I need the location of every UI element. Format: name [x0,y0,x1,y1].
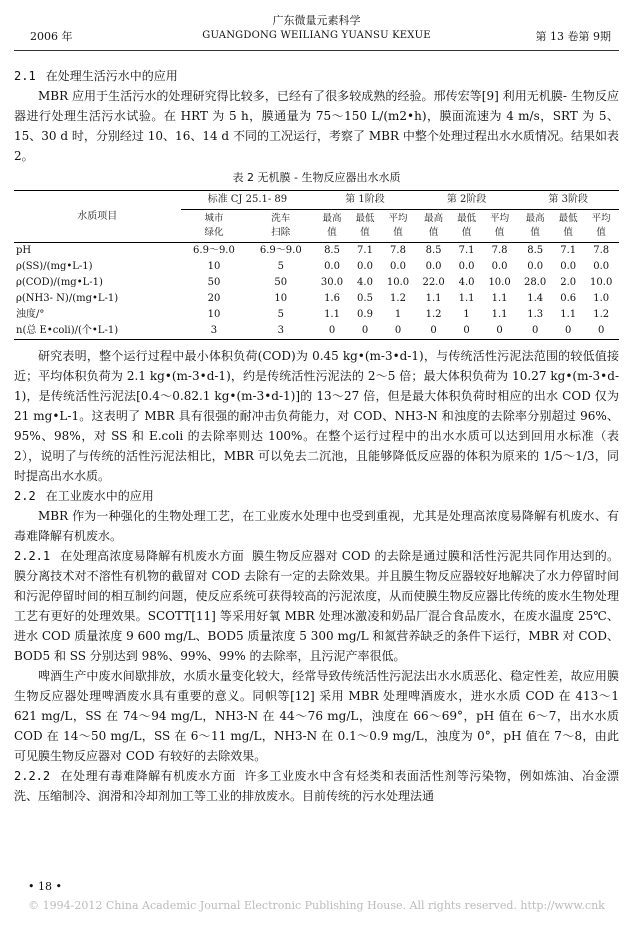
table-row [14,291,619,307]
table-cell: 5 [277,261,284,272]
table-cell: 0.0 [560,261,577,272]
table-cell: 30.0 [320,277,344,288]
col-subheader: 洗车 扫除 [247,210,314,243]
table-cell: 0 [583,323,619,340]
table-cell: 4.0 [357,277,373,288]
table-cell: 10.0 [590,277,613,288]
row-label: pH [16,245,32,256]
table-cell: 10.0 [488,277,511,288]
row-label: 浊度/° [16,309,45,320]
copyright-watermark: © 1994-2012 China Academic Journal Electronic Publishing House. All rights reserved. http://www.cnk [28,899,605,912]
col-subheader: 最高 值 [314,210,350,243]
paragraph: MBR 应用于生活污水的处理研究得比较多，已经有了很多较成熟的经验。邢传宏等[9] 利用无机膜- 生物反应器进行处理生活污水试验。在 HRT 为 5 h，膜通量为 75～150 L/(m2•h)，膜面流速为 4 m/s，SRT 为 5、15、30 d 时，分别经过 10、16、14 d 不同的工况运行，考察了 MBR 中整个处理过程出水水质情况。结果如表 2。 [14,89,620,163]
subsection-heading: 2.2.1 在处理高浓度易降解有机废水方面 [14,549,244,563]
table-cell: 0 [416,323,452,340]
table-cell: 6.9～9.0 [259,245,302,256]
table-cell: 1 [394,309,402,320]
section-heading-2-1: 2.1 在处理生活污水中的应用 [14,69,178,83]
table-cell: 5 [277,309,284,320]
table-cell: 50 [207,277,221,288]
table-row [14,307,619,323]
table-cell: 1.1 [560,309,577,320]
col-header-phase3: 第 3阶段 [517,191,619,210]
table-cell: 6.9～9.0 [193,245,235,256]
col-header-item: 水质项目 [14,191,181,243]
table-cell: 10.0 [386,277,410,288]
col-subheader: 最高 值 [416,210,452,243]
header-journal-en: GUANGDONG WEILIANG YUANSU KEXUE [202,30,431,41]
table-cell: 0.0 [491,261,508,272]
table-row [14,323,619,340]
table-cell: 8.5 [324,245,340,256]
subsection-2-2-1 [14,546,619,666]
table-cell: 0 [451,323,481,340]
table-row [14,275,619,291]
table-cell: 0 [350,323,380,340]
running-header [0,6,633,46]
table-row [14,243,619,260]
table-cell: 3 [247,323,314,340]
table-cell: 7.1 [458,245,475,256]
table-cell: 1.2 [593,309,610,320]
table-cell: 7.8 [390,245,406,256]
table-cell: 0.0 [390,261,406,272]
table-cell: 0.6 [560,293,577,304]
table-cell: 0.0 [527,261,544,272]
col-subheader: 平均 值 [482,210,518,243]
col-header-standard: 标准 CJ 25.1- 89 [181,191,315,210]
table-cell: 1.1 [491,293,508,304]
header-journal-cn: 广东微量元素科学 [272,14,361,27]
table-cell: 50 [274,277,288,288]
header-volume: 第 13 卷第 9期 [535,30,611,43]
row-label: ρ(NH3- N)/(mg•L-1) [16,293,119,304]
table-cell: 1.2 [425,309,442,320]
subsection-2-2-2 [14,766,619,806]
table-row [14,259,619,275]
water-quality-table [14,190,619,340]
col-subheader: 平均 值 [380,210,416,243]
col-header-phase2: 第 2阶段 [416,191,518,210]
header-rule [14,50,619,51]
row-label: ρ(SS)/(mg•L-1) [16,261,93,272]
table-cell: 3 [181,323,248,340]
paragraph-text: 许多工业废水中含有烃类和表面活性剂等污染物，例如炼油、冶金漂洗、压缩制冷、润滑和冷却剂加工等工业的排放废水。目前传统的污水处理法通 [14,769,619,803]
table-cell: 1.1 [491,309,508,320]
table-cell: 0 [380,323,416,340]
table-cell: 0 [553,323,583,340]
col-subheader: 最低 值 [553,210,583,243]
table-cell: 1.6 [324,293,340,304]
section-heading-2-2: 2.2 在工业废水中的应用 [14,489,154,503]
table-cell: 7.1 [560,245,577,256]
table-cell: 8.5 [527,245,544,256]
table-cell: 0.5 [357,293,373,304]
table-cell: 0 [482,323,518,340]
table-cell: 7.8 [491,245,508,256]
header-year: 2006 年 [30,30,73,43]
table-cell: 8.5 [425,245,442,256]
col-subheader: 城市 绿化 [181,210,248,243]
table-cell: 0.0 [324,261,340,272]
row-label: ρ(COD)/(mg•L-1) [16,277,103,288]
table-cell: 0.9 [357,309,373,320]
table-cell: 20 [207,293,221,304]
table-cell: 7.8 [593,245,610,256]
paragraph: 研究表明，整个运行过程中最小体积负荷(COD)为 0.45 kg•(m-3•d-1)，与传统活性污泥法范围的较低值接近；平均体积负荷为 2.1 kg•(m-3•d-1)，约是传统活性污泥法的 2～5 倍；最大体积负荷为 10.27 kg•(m-3•d-1)，是传统活性污泥法[0.4～0.82.1 kg•(m-3•d-1)]的 13～27 倍，但是最大体积负荷时相应的出水 COD 仅为 21 mg•L-1。这表明了 MBR 具有很强的耐冲击负荷能力，对 COD、NH3-N 和浊度的去除率分别超过 96%、95%、98%，对 SS 和 E.coli 的去除率则达 100%。在整个运行过程中的出水水质可以达到回用水标准（表 2），说明了与传统的活性污泥法相比，MBR 可以免去二沉池，且能够降低反应器的体积为原来的 1/5～1/3，同时提高出水水质。 [14,349,619,483]
table-cell: 7.1 [357,245,373,256]
table-cell: 0.0 [458,261,475,272]
table-cell: 10 [207,261,221,272]
table-cell: 1.2 [390,293,406,304]
col-subheader: 最高 值 [517,210,553,243]
table-cell: 0.0 [425,261,442,272]
col-subheader: 最低 值 [451,210,481,243]
paragraph: MBR 作为一种强化的生物处理工艺，在工业废水处理中也受到重视，尤其是处理高浓度易降解有机废水、有毒难降解有机废水。 [14,509,619,543]
table-cell: 10 [274,293,288,304]
table-caption: 表 2 无机膜 - 生物反应器出水水质 [232,171,401,184]
table-cell: 1.3 [527,309,544,320]
table-cell: 1.4 [527,293,544,304]
table-cell: 0.0 [593,261,610,272]
table-cell: 1.0 [593,293,610,304]
table-cell: 22.0 [422,277,445,288]
paragraph-text: 膜生物反应器对 COD 的去除是通过膜和活性污泥共同作用达到的。膜分离技术对不溶性有机物的截留对 COD 去除有一定的去除效果。并且膜生物反应器较好地解决了水力停留时间和污泥停留时间的相互制约问题，使反应系统可获得较高的污泥浓度，从而使膜生物反应器比传统的废水生物处理工艺有更好的处理效果。SCOTT[11] 等采用好氧 MBR 处理冰激凌和奶品厂混合食品废水，在废水温度 25℃、进水 COD 质量浓度 9 600 mg/L、BOD5 质量浓度 5 300 mg/L 和氮营养缺乏的条件下运行，MBR 对 COD、BOD5 和 SS 分别达到 98%、99%、99% 的去除率，且污泥产率很低。 [14,549,619,663]
row-label: n(总 E•coli)/(个•L-1) [14,323,181,340]
table-cell: 1.1 [458,293,475,304]
article-body [14,66,619,806]
table-cell: 1.1 [324,309,340,320]
table-cell: 0 [314,323,350,340]
table-cell: 28.0 [524,277,547,288]
table-cell: 10 [207,309,221,320]
table-cell: 1.1 [425,293,442,304]
col-subheader: 最低 值 [350,210,380,243]
page-number: • 18 • [28,880,62,893]
table-cell: 0.0 [357,261,373,272]
table-cell: 1 [463,309,470,320]
table-cell: 2.0 [560,277,577,288]
subsection-heading: 2.2.2 在处理有毒难降解有机废水方面 [14,769,236,783]
paragraph: 啤酒生产中废水间歇排放，水质水量变化较大，经常导致传统活性污泥法出水水质恶化、稳定性差，故应用膜生物反应器处理啤酒废水具有重要的意义。同帜等[12] 采用 MBR 处理啤酒废水，进水水质 COD 在 413～1 621 mg/L，SS 在 74～94 mg/L，NH3-N 在 44～76 mg/L，浊度在 66～69°，pH 值在 6～7，出水水质 COD 在 14～50 mg/L，SS 在 6～11 mg/L，NH3-N 在 0.1～0.9 mg/L，浊度为 0°，pH 值在 7～8，由此可见膜生物反应器对 COD 有较好的去除效果。 [14,669,619,763]
table-cell: 0 [517,323,553,340]
col-header-phase1: 第 1阶段 [314,191,416,210]
col-subheader: 平均 值 [583,210,619,243]
table-cell: 4.0 [458,277,475,288]
